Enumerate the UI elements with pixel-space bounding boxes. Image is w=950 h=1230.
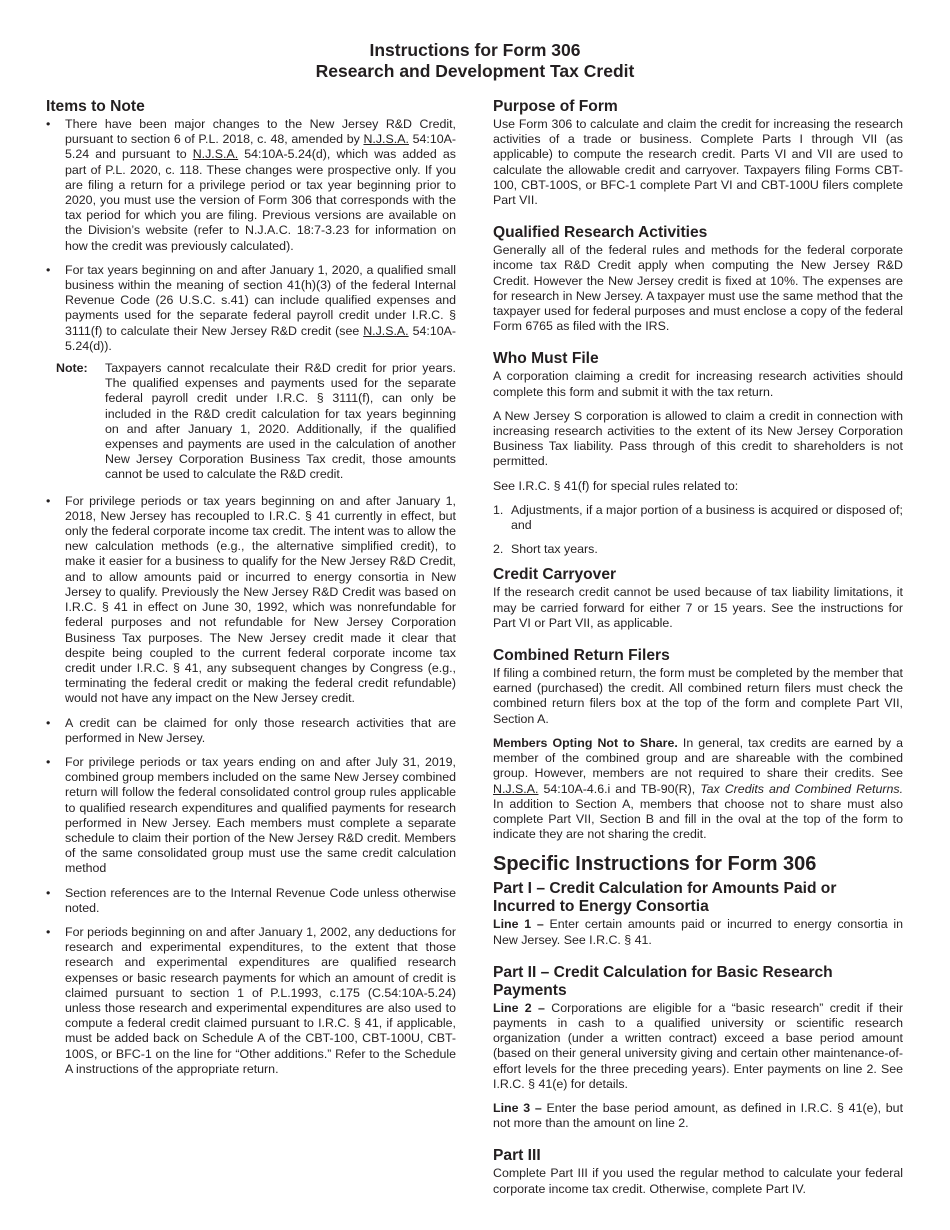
part-1-heading: Part I – Credit Calculation for Amounts Paid or Incurred to Energy Consortia [493, 880, 837, 916]
note-text: Taxpayers cannot recalculate their R&D credit for prior years. The qualified expenses and payments used for the separate federal payroll credit under I.R.C. § 3111(f), can only be included in the R&D credit calculation for tax years beginning on and after January 1, 2020. Additionally, if the qualified expenses and payments are used in the calculation of another New Jersey Corporation Business Tax credit, those amounts cannot be used to calculate the R&D credit. [105, 361, 456, 482]
items-to-note-heading: Items to Note [46, 98, 145, 115]
right-column [493, 98, 903, 1213]
page-title [0, 40, 950, 82]
part-2-line-2: Line 2 – Corporations are eligible for a “basic research” credit if their payments in cash to a qualified university or scientific research organization (under a written contract) exceed a base period amount (based on their general university giving and certain other maintenance-of-effort levels for the three preceding years). Enter payments on line 2. See I.R.C. § 41(e) for details. [493, 1000, 903, 1091]
items-to-note-list-continued [46, 494, 456, 1077]
list-item: • For privilege periods or tax years ending on and after July 31, 2019, combined group members included on the same New Jersey combined return will follow the federal consolidated control group rules applicable to qualified research expenditures and qualified payments for research performed in New Jersey. Each members must complete a separate schedule to claim their portion of the New Jersey R&D credit. Members of the same consolidated group must use the same credit calculation method [46, 755, 456, 877]
specific-instructions-heading: Specific Instructions for Form 306 [493, 853, 817, 876]
list-item: • A credit can be claimed for only those research activities that are performed in New Jersey. [46, 716, 456, 746]
who-heading: Who Must File [493, 350, 599, 368]
combined-heading: Combined Return Filers [493, 647, 670, 665]
purpose-section [493, 98, 903, 208]
qualified-section [493, 224, 903, 334]
list-item: • For privilege periods or tax years beginning on and after January 1, 2018, New Jersey has recoupled to I.R.C. § 41 currently in effect, but only the federal corporate income tax credit. The intent was to allow the new calculation methods (e.g., the alternative simplified credit), to make it easier for a business to qualify for the New Jersey R&D Credit, and to allow amounts paid or incurred to energy consortia in New Jersey to qualify. Previously the New Jersey R&D Credit was based on I.R.C. § 41 in effect on June 30, 1992, which was nonrefundable for federal purposes and not refundable for New Jersey Corporation Business Tax purposes. The New Jersey credit made it clear that despite being coupled to the current federal corporate income tax credit under I.R.C. § 41, any subsequent changes by Congress (e.g., terminating the federal credit or making the federal credit refundable) would not have any impact on the New Jersey credit. [46, 494, 456, 707]
who-paragraph-2: A New Jersey S corporation is allowed to claim a credit in connection with increasing research activities to the extent of its New Jersey Corporation Business Tax liability. Pass through of this credit to shareholders is not permitted. [493, 408, 903, 469]
list-item: • For tax years beginning on and after January 1, 2020, a qualified small business within the meaning of section 41(h)(3) of the federal Internal Revenue Code (26 U.S.C. s.41) can include qualified expenses and payments used for the separate federal payroll credit under I.R.C. § 3111(f) to calculate their New Jersey R&D credit (see N.J.S.A. 54:10A-5.24(d)). [46, 263, 456, 354]
items-to-note-list [46, 117, 456, 354]
special-rules-list [493, 503, 903, 558]
qualified-text: Generally all of the federal rules and methods for the federal corporate income tax R&D Credit apply when computing the New Jersey R&D Credit. However the New Jersey credit is fixed at 10%. The expenses are for research in New Jersey. A taxpayer must use the same method that the taxpayer used for federal purposes and must enclose a copy of the federal Form 6765 as filed with the IRS. [493, 243, 903, 334]
title-line-1: Instructions for Form 306 [369, 40, 581, 60]
carryover-section [493, 566, 903, 631]
part-1-section [493, 880, 903, 947]
list-item: 2. Short tax years. [493, 542, 598, 557]
part-3-text: Complete Part III if you used the regular method to calculate your federal corporate income tax credit. Otherwise, complete Part IV. [493, 1166, 903, 1196]
part-3-heading: Part III [493, 1147, 541, 1165]
left-column [46, 98, 456, 1086]
list-item: • There have been major changes to the New Jersey R&D Credit, pursuant to section 6 of P.L. 2018, c. 48, amended by N.J.S.A. 54:10A-5.24 and pursuant to N.J.S.A. 54:10A-5.24(d), which was added as part of P.L. 2020, c. 118. These changes were prospective only. If you are filing a return for a privilege period or tax year beginning prior to 2020, you must use the version of Form 306 that corresponds with the tax period for which you are filing. Previous versions are available on the Division’s website (refer to N.J.A.C. 18:7-3.23 for information on how the credit was previously calculated). [46, 117, 456, 254]
note-label: Note: [56, 361, 88, 376]
part-2-section [493, 964, 903, 1132]
title-line-2: Research and Development Tax Credit [315, 61, 635, 81]
note-block [56, 361, 456, 483]
part-2-line-3: Line 3 – Enter the base period amount, as defined in I.R.C. § 41(e), but not more than the amount on line 2. [493, 1100, 904, 1131]
who-must-file-section [493, 350, 903, 557]
carryover-text: If the research credit cannot be used because of tax liability limitations, it may be carried forward for either 7 or 15 years. See the instructions for Part VI or Part VII, as applicable. [493, 585, 903, 630]
who-paragraph-1: A corporation claiming a credit for increasing research activities should complete this form and submit it with the tax return. [493, 369, 903, 399]
list-item: 1. Adjustments, if a major portion of a business is acquired or disposed of; and [493, 502, 903, 533]
part-1-line-1: Line 1 – Enter certain amounts paid or incurred to energy consortia in New Jersey. See I.R.C. § 41. [493, 917, 903, 947]
who-paragraph-3: See I.R.C. § 41(f) for special rules related to: [493, 478, 739, 493]
list-item: • Section references are to the Internal Revenue Code unless otherwise noted. [46, 886, 456, 916]
list-item: • For periods beginning on and after January 1, 2002, any deductions for research and experimental expenditures, to the extent that those research and experimental expenditures are qualified research expenses or basic research payments for which an amount of credit is claimed pursuant to section 1 of P.L.1993, c.175 (C.54:10A-5.24) unless those research and experimental expenditures are also used to compute a federal credit claimed pursuant to I.R.C. § 41, if applicable, must be added back on Schedule A of the CBT-100, CBT-100U, CBT-100S, or BFC-1 on the line for “Other additions.” Refer to the Schedule A instructions of the appropriate return. [46, 925, 456, 1077]
carryover-heading: Credit Carryover [493, 566, 617, 584]
purpose-text: Use Form 306 to calculate and claim the credit for increasing the research activities of a trade or business. Complete Parts I through VII (as applicable) to compute the research credit. Parts VI and VII are used to calculate the allowable credit and carryover. Taxpayers filing Forms CBT-100, CBT-100S, or BFC-1 complete Part VI and CBT-100U filers complete Part VII. [493, 117, 903, 208]
combined-paragraph-1: If filing a combined return, the form must be completed by the member that earned (purchased) the credit. All combined return filers must check the combined return filers box at the top of the form and complete Part VII, Section A. [493, 666, 903, 726]
part-3-section [493, 1147, 903, 1196]
combined-section [493, 647, 903, 842]
combined-paragraph-2: Members Opting Not to Share. In general, tax credits are earned by a member of the combined group and are shareable with the combined group. However, members are not required to share their credits. See N.J.S.A. 54:10A-4.6.i and TB-90(R), Tax Credits and Combined Returns. In addition to Section A, members that choose not to share must also complete Part VII, Section B and fill in the oval at the top of the form to indicate they are not sharing the credit. [493, 735, 904, 842]
part-2-heading: Part II – Credit Calculation for Basic Research Payments [493, 963, 833, 999]
qualified-heading: Qualified Research Activities [493, 224, 708, 242]
purpose-heading: Purpose of Form [493, 98, 618, 115]
